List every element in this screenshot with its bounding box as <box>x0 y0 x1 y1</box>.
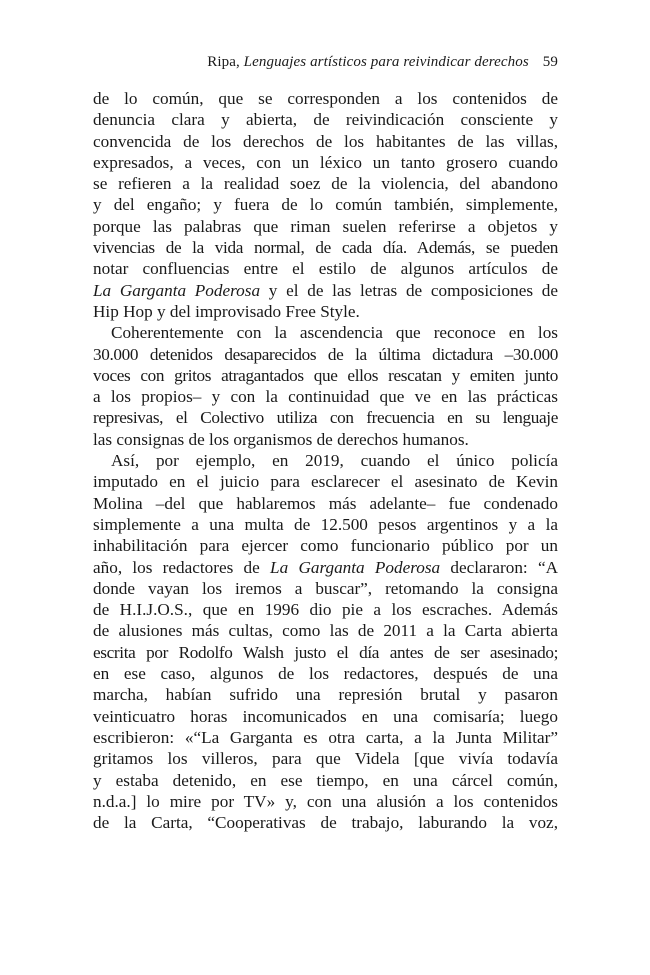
publication-title: La Garganta Poderosa <box>93 280 261 300</box>
text-line: Coherentemente con la ascendencia que reconoce en los <box>111 323 558 343</box>
text-line: convencida de los derechos de los habitantes de las villas, <box>93 131 558 151</box>
running-head <box>207 54 558 71</box>
text-line: inhabilitación para ejercer como funcionario público por un <box>93 536 558 556</box>
running-head-title: Lenguajes artísticos para reivindicar derechos <box>243 54 529 70</box>
text-line: gritamos los villeros, para que Videla [que vivía todavía <box>93 749 558 769</box>
text-line: imputado en el juicio para esclarecer el asesinato de Kevin <box>93 472 558 492</box>
publication-title: La Garganta Poderosa <box>270 557 441 577</box>
text-line: marcha, habían sufrido una represión brutal y pasaron <box>93 685 558 705</box>
text-line: voces con gritos atragantados que ellos rescatan y emiten junto <box>93 365 558 385</box>
text-line: Molina –del que hablaremos más adelante– fue condenado <box>93 493 558 513</box>
text-line: n.d.a.] lo mire por TV» y, con una alusión a los contenidos <box>93 791 558 811</box>
text-line: vivencias de la vida normal, de cada día. Además, se pueden <box>93 238 558 258</box>
text-line: porque las palabras que riman suelen referirse a objetos y <box>93 216 558 236</box>
text-line: a los propios– y con la continuidad que ve en las prácticas <box>93 387 558 407</box>
text-line: se refieren a la realidad soez de la violencia, del abandono <box>93 174 558 194</box>
text-line: de la Carta, “Cooperativas de trabajo, laburando la voz, <box>93 813 558 833</box>
text-line: en ese caso, algunos de los redactores, después de una <box>93 664 558 684</box>
text-line: expresados, a veces, con un léxico un tanto grosero cuando <box>93 152 558 172</box>
text-line: de H.I.J.O.S., que en 1996 dio pie a los escraches. Además <box>93 600 558 620</box>
text-line: y estaba detenido, en ese tiempo, en una cárcel común, <box>93 770 558 790</box>
page-number: 59 <box>542 54 558 70</box>
text-line: escribieron: «“La Garganta es otra carta, a la Junta Militar” <box>93 727 558 747</box>
text-line: y del engaño; y fuera de lo común también, simplemente, <box>93 195 558 215</box>
text-line <box>93 557 558 578</box>
text-line <box>93 280 558 301</box>
text-line: denuncia clara y abierta, de reivindicación consciente y <box>93 110 558 130</box>
text-segment: año, los redactores de <box>93 557 271 577</box>
text-line: simplemente a una multa de 12.500 pesos argentinos y a la <box>93 514 558 534</box>
text-segment: y el de las letras de composiciones de <box>260 280 558 300</box>
text-line: de lo común, que se corresponden a los contenidos de <box>93 89 558 108</box>
body-text <box>93 88 558 833</box>
running-head-author: Ripa, <box>207 54 244 70</box>
text-line: veinticuatro horas incomunicados en una comisaría; luego <box>93 706 558 726</box>
text-line: las consignas de los organismos de derechos humanos. <box>93 429 469 449</box>
text-line: Hip Hop y del improvisado Free Style. <box>93 301 360 321</box>
text-line: escrita por Rodolfo Walsh justo el día antes de ser asesinado; <box>93 642 558 662</box>
text-line: donde vayan los iremos a buscar”, retomando la consigna <box>93 578 558 598</box>
text-line: represivas, el Colectivo utiliza con frecuencia en su lenguaje <box>93 408 558 428</box>
text-line: 30.000 detenidos desaparecidos de la última dictadura –30.000 <box>93 344 558 364</box>
text-line: de alusiones más cultas, como las de 2011 a la Carta abierta <box>93 621 558 641</box>
text-segment: declararon: “A <box>440 557 558 577</box>
text-line: Así, por ejemplo, en 2019, cuando el único policía <box>111 451 558 471</box>
text-line: notar confluencias entre el estilo de algunos artículos de <box>93 259 558 279</box>
